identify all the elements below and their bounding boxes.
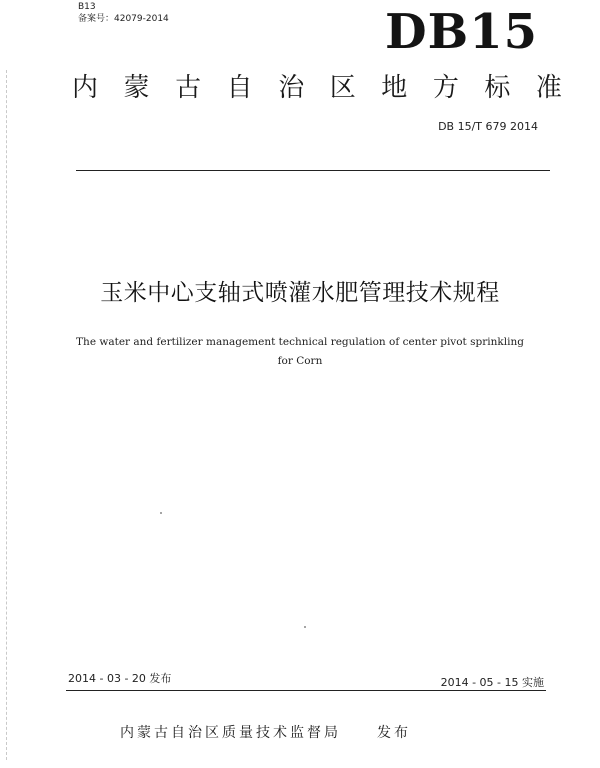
standard-type-char: 自 <box>226 73 253 103</box>
standard-type-char: 古 <box>175 73 202 103</box>
issuer-action: 发布 <box>377 725 411 741</box>
issuer-name: 内蒙古自治区质量技术监督局 <box>120 725 341 741</box>
standard-type-char: 准 <box>535 73 562 103</box>
scan-speck <box>304 626 306 628</box>
standard-number: DB 15/T 679 2014 <box>438 120 538 133</box>
scan-edge-mark <box>6 70 9 760</box>
chinese-title: 玉米中心支轴式喷灌水肥管理技术规程 <box>100 280 500 306</box>
english-title <box>60 333 540 371</box>
standard-type-char: 治 <box>278 73 305 103</box>
english-title-line: for Corn <box>277 355 323 367</box>
footer-divider <box>66 690 546 691</box>
issuer-line <box>120 724 411 742</box>
standard-type-heading <box>72 72 562 104</box>
standard-logo: DB15 <box>385 4 538 60</box>
standard-type-char: 内 <box>72 73 99 103</box>
standard-type-char: 蒙 <box>123 73 150 103</box>
implementation-date: 2014 - 05 - 15 实施 <box>440 676 544 689</box>
english-title-line: The water and fertilizer management technical regulation of center pivot sprinkling <box>76 336 524 348</box>
standard-type-char: 区 <box>329 73 356 103</box>
ics-code: B13 <box>78 2 96 12</box>
scan-speck <box>160 512 162 514</box>
standard-type-char: 方 <box>432 73 459 103</box>
issue-date: 2014 - 03 - 20 发布 <box>68 672 172 685</box>
filing-number: 备案号：42079-2014 <box>78 14 169 24</box>
standard-type-char: 标 <box>484 73 511 103</box>
header-divider <box>76 170 550 171</box>
standard-type-char: 地 <box>381 73 408 103</box>
